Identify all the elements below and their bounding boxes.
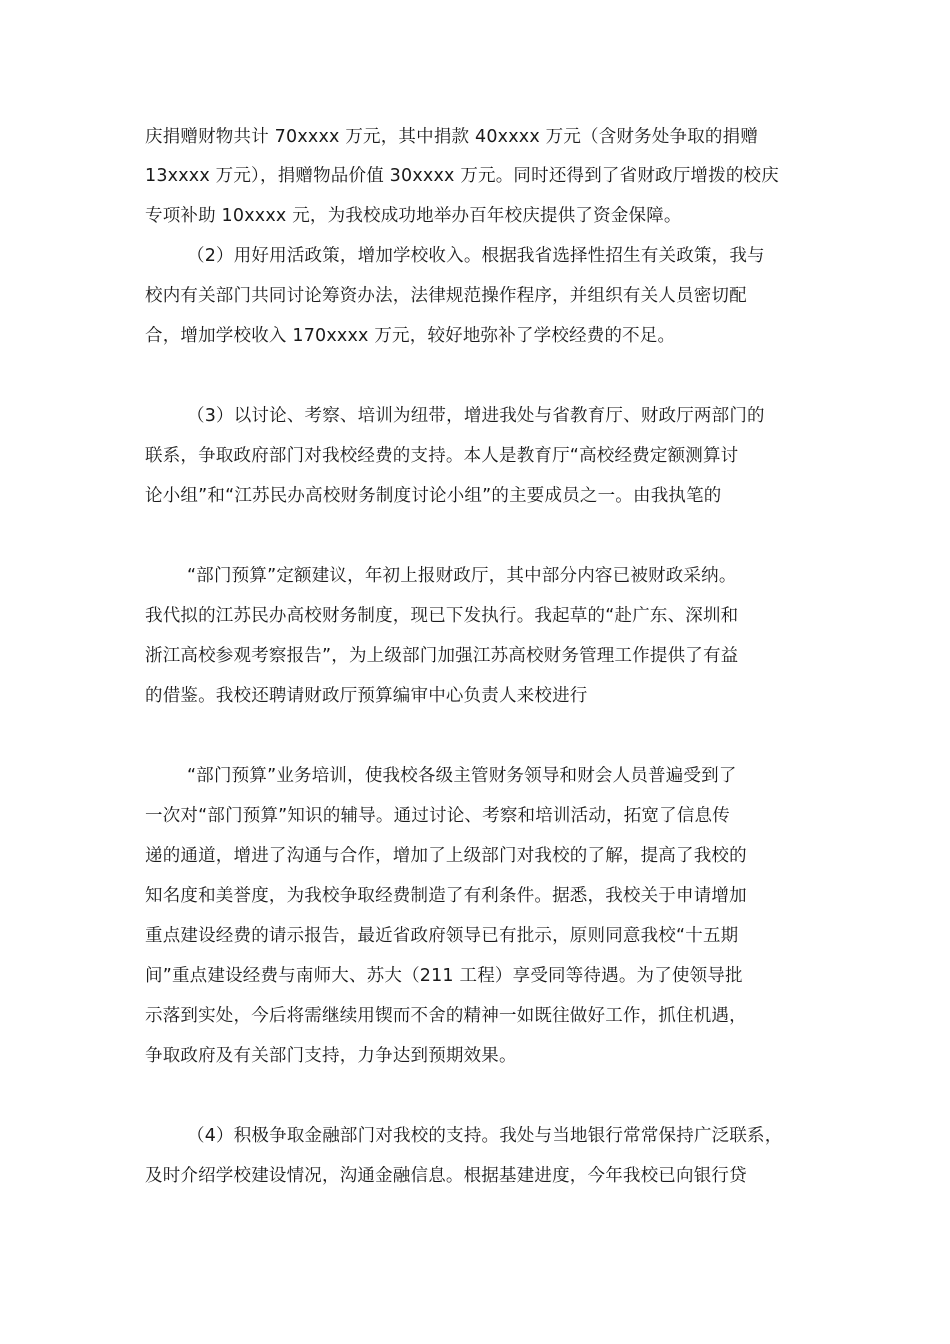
text-line: 的借鉴。我校还聘请财政厅预算编审中心负责人来校进行 [145, 686, 588, 706]
text-line: 13xxxx 万元），捐赠物品价值 30xxxx 万元。同时还得到了省财政厅增拨的校庆 [145, 166, 779, 186]
text-line: 及时介绍学校建设情况，沟通金融信息。根据基建进度，今年我校已向银行贷 [145, 1166, 747, 1186]
text-line: 联系，争取政府部门对我校经费的支持。本人是教育厅“高校经费定额测算讨 [145, 446, 739, 466]
paragraph-2-start: （2）用好用活政策，增加学校收入。根据我省选择性招生有关政策，我与 [187, 246, 765, 266]
text-line: 论小组”和“江苏民办高校财务制度讨论小组”的主要成员之一。由我执笔的 [145, 486, 722, 506]
text-line: 我代拟的江苏民办高校财务制度，现已下发执行。我起草的“赴广东、深圳和 [145, 606, 739, 626]
text-line: 间”重点建设经费与南师大、苏大（211 工程）享受同等待遇。为了使领导批 [145, 966, 743, 986]
text-line: 合，增加学校收入 170xxxx 万元，较好地弥补了学校经费的不足。 [145, 326, 676, 346]
text-line: 校内有关部门共同讨论筹资办法，法律规范操作程序，并组织有关人员密切配 [145, 286, 747, 306]
text-line: 知名度和美誉度，为我校争取经费制造了有利条件。据悉，我校关于申请增加 [145, 886, 747, 906]
paragraph-3-start: （3）以讨论、考察、培训为纽带，增进我处与省教育厅、财政厅两部门的 [187, 406, 765, 426]
text-line: 重点建设经费的请示报告，最近省政府领导已有批示，原则同意我校“十五期 [145, 926, 739, 946]
text-line: 争取政府及有关部门支持，力争达到预期效果。 [145, 1046, 517, 1066]
text-line: 递的通道，增进了沟通与合作，增加了上级部门对我校的了解，提高了我校的 [145, 846, 747, 866]
paragraph-4-start: （4）积极争取金融部门对我校的支持。我处与当地银行常常保持广泛联系， [187, 1126, 783, 1146]
text-line: 专项补助 10xxxx 元，为我校成功地举办百年校庆提供了资金保障。 [145, 206, 682, 226]
text-line: “部门预算”定额建议，年初上报财政厅，其中部分内容已被财政采纳。 [187, 566, 737, 586]
text-line: 一次对“部门预算”知识的辅导。通过讨论、考察和培训活动，拓宽了信息传 [145, 806, 730, 826]
text-line: “部门预算”业务培训，使我校各级主管财务领导和财会人员普遍受到了 [187, 766, 737, 786]
text-line: 庆捐赠财物共计 70xxxx 万元，其中捐款 40xxxx 万元（含财务处争取的捐赠 [145, 127, 759, 147]
text-line: 示落到实处，今后将需继续用锲而不舍的精神一如既往做好工作，抓住机遇， [145, 1006, 747, 1026]
text-line: 浙江高校参观考察报告”，为上级部门加强江苏高校财务管理工作提供了有益 [145, 646, 739, 666]
